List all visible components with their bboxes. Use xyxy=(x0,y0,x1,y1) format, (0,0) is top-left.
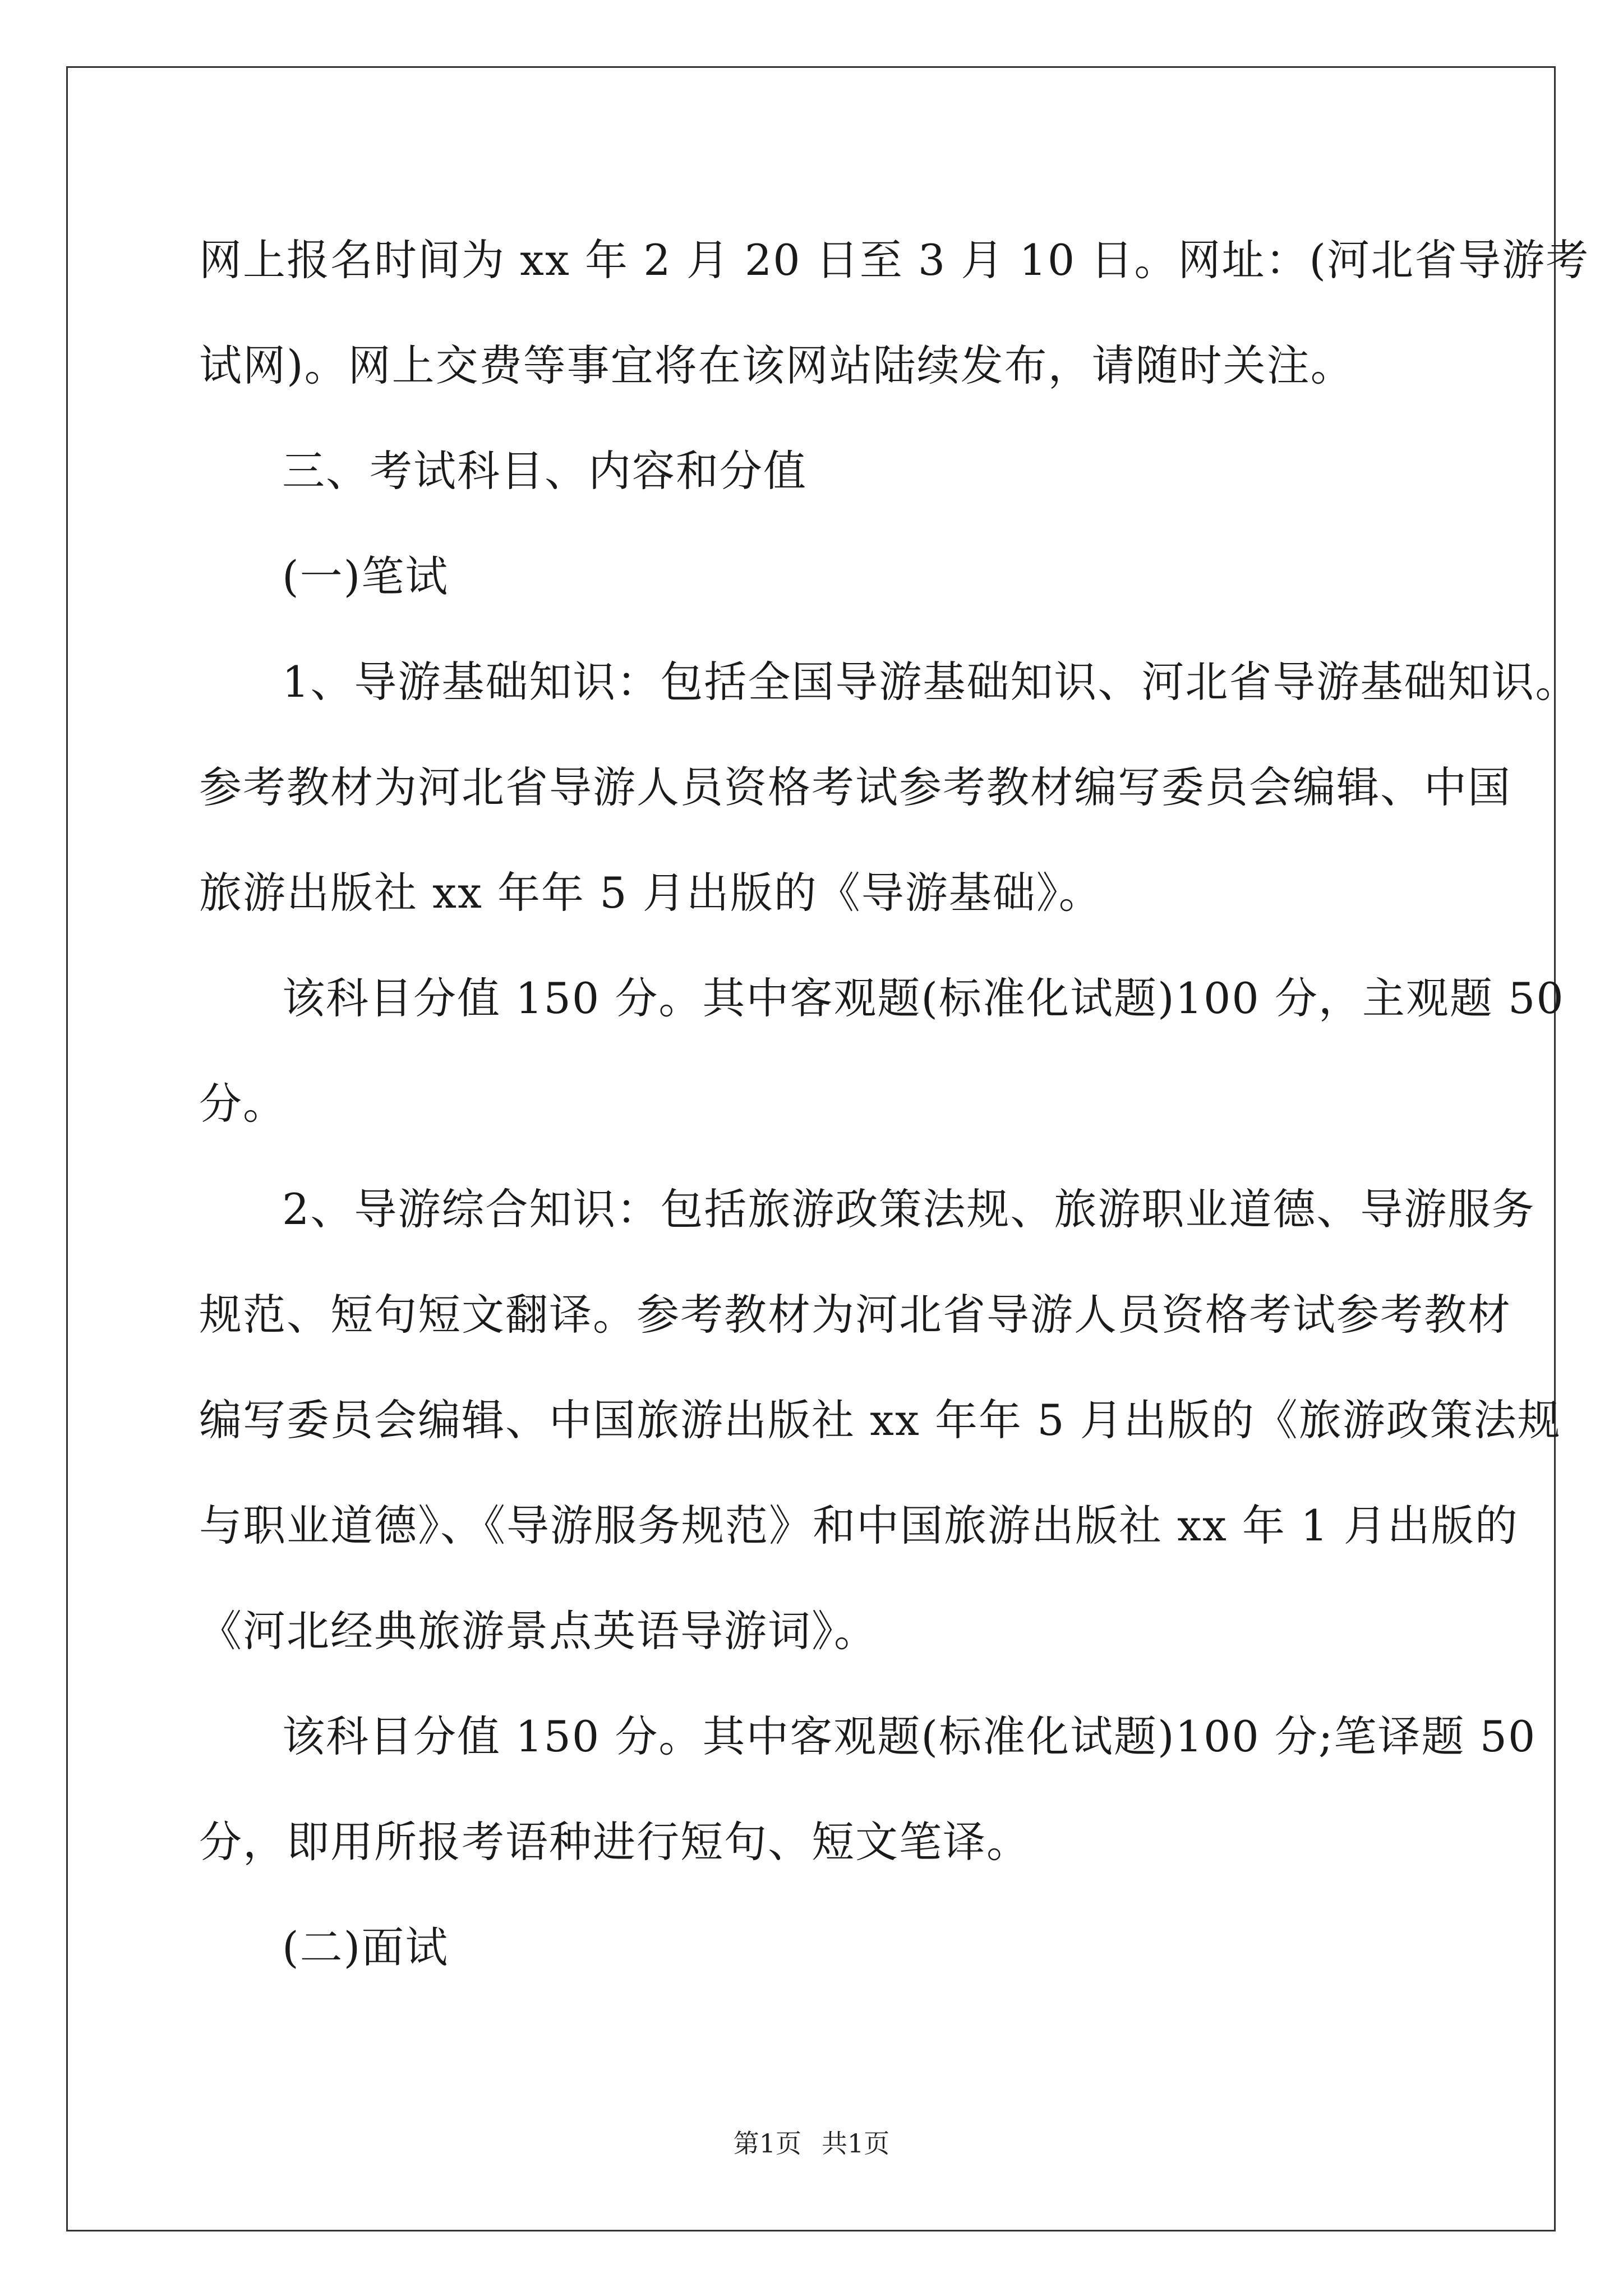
text-line: 编写委员会编辑、中国旅游出版社 xx 年年 5 月出版的《旅游政策法规 xyxy=(199,1395,1561,1445)
text-line: 试网)。网上交费等事宜将在该网站陆续发布，请随时关注。 xyxy=(199,341,1354,390)
page-number: 第1页 xyxy=(733,2128,801,2159)
page-total: 共1页 xyxy=(822,2128,890,2159)
subsection-heading: (二)面试 xyxy=(282,1922,449,1972)
text-line: 参考教材为河北省导游人员资格考试参考教材编写委员会编辑、中国 xyxy=(199,762,1511,812)
page-footer xyxy=(0,2123,1623,2160)
text-line: 网上报名时间为 xx 年 2 月 20 日至 3 月 10 日。网址：(河北省导游考 xyxy=(199,235,1590,285)
text-line: 《河北经典旅游景点英语导游词》。 xyxy=(199,1606,878,1656)
text-line: 分，即用所报考语种进行短句、短文笔译。 xyxy=(199,1817,1030,1867)
section-heading: 三、考试科目、内容和分值 xyxy=(282,446,807,496)
text-line: 与职业道德》、《导游服务规范》和中国旅游出版社 xx 年 1 月出版的 xyxy=(199,1501,1519,1550)
text-line: 该科目分值 150 分。其中客观题(标准化试题)100 分，主观题 50 xyxy=(282,973,1565,1023)
document-body xyxy=(199,208,1590,2000)
text-line: 2、导游综合知识：包括旅游政策法规、旅游职业道德、导游服务 xyxy=(282,1184,1536,1234)
text-line: 旅游出版社 xx 年年 5 月出版的《导游基础》。 xyxy=(199,868,1103,918)
text-line: 分。 xyxy=(199,1079,287,1129)
subsection-heading: (一)笔试 xyxy=(282,551,449,601)
text-line: 1、导游基础知识：包括全国导游基础知识、河北省导游基础知识。 xyxy=(282,657,1579,707)
text-line: 该科目分值 150 分。其中客观题(标准化试题)100 分;笔译题 50 xyxy=(282,1711,1537,1761)
text-line: 规范、短句短文翻译。参考教材为河北省导游人员资格考试参考教材 xyxy=(199,1290,1511,1340)
